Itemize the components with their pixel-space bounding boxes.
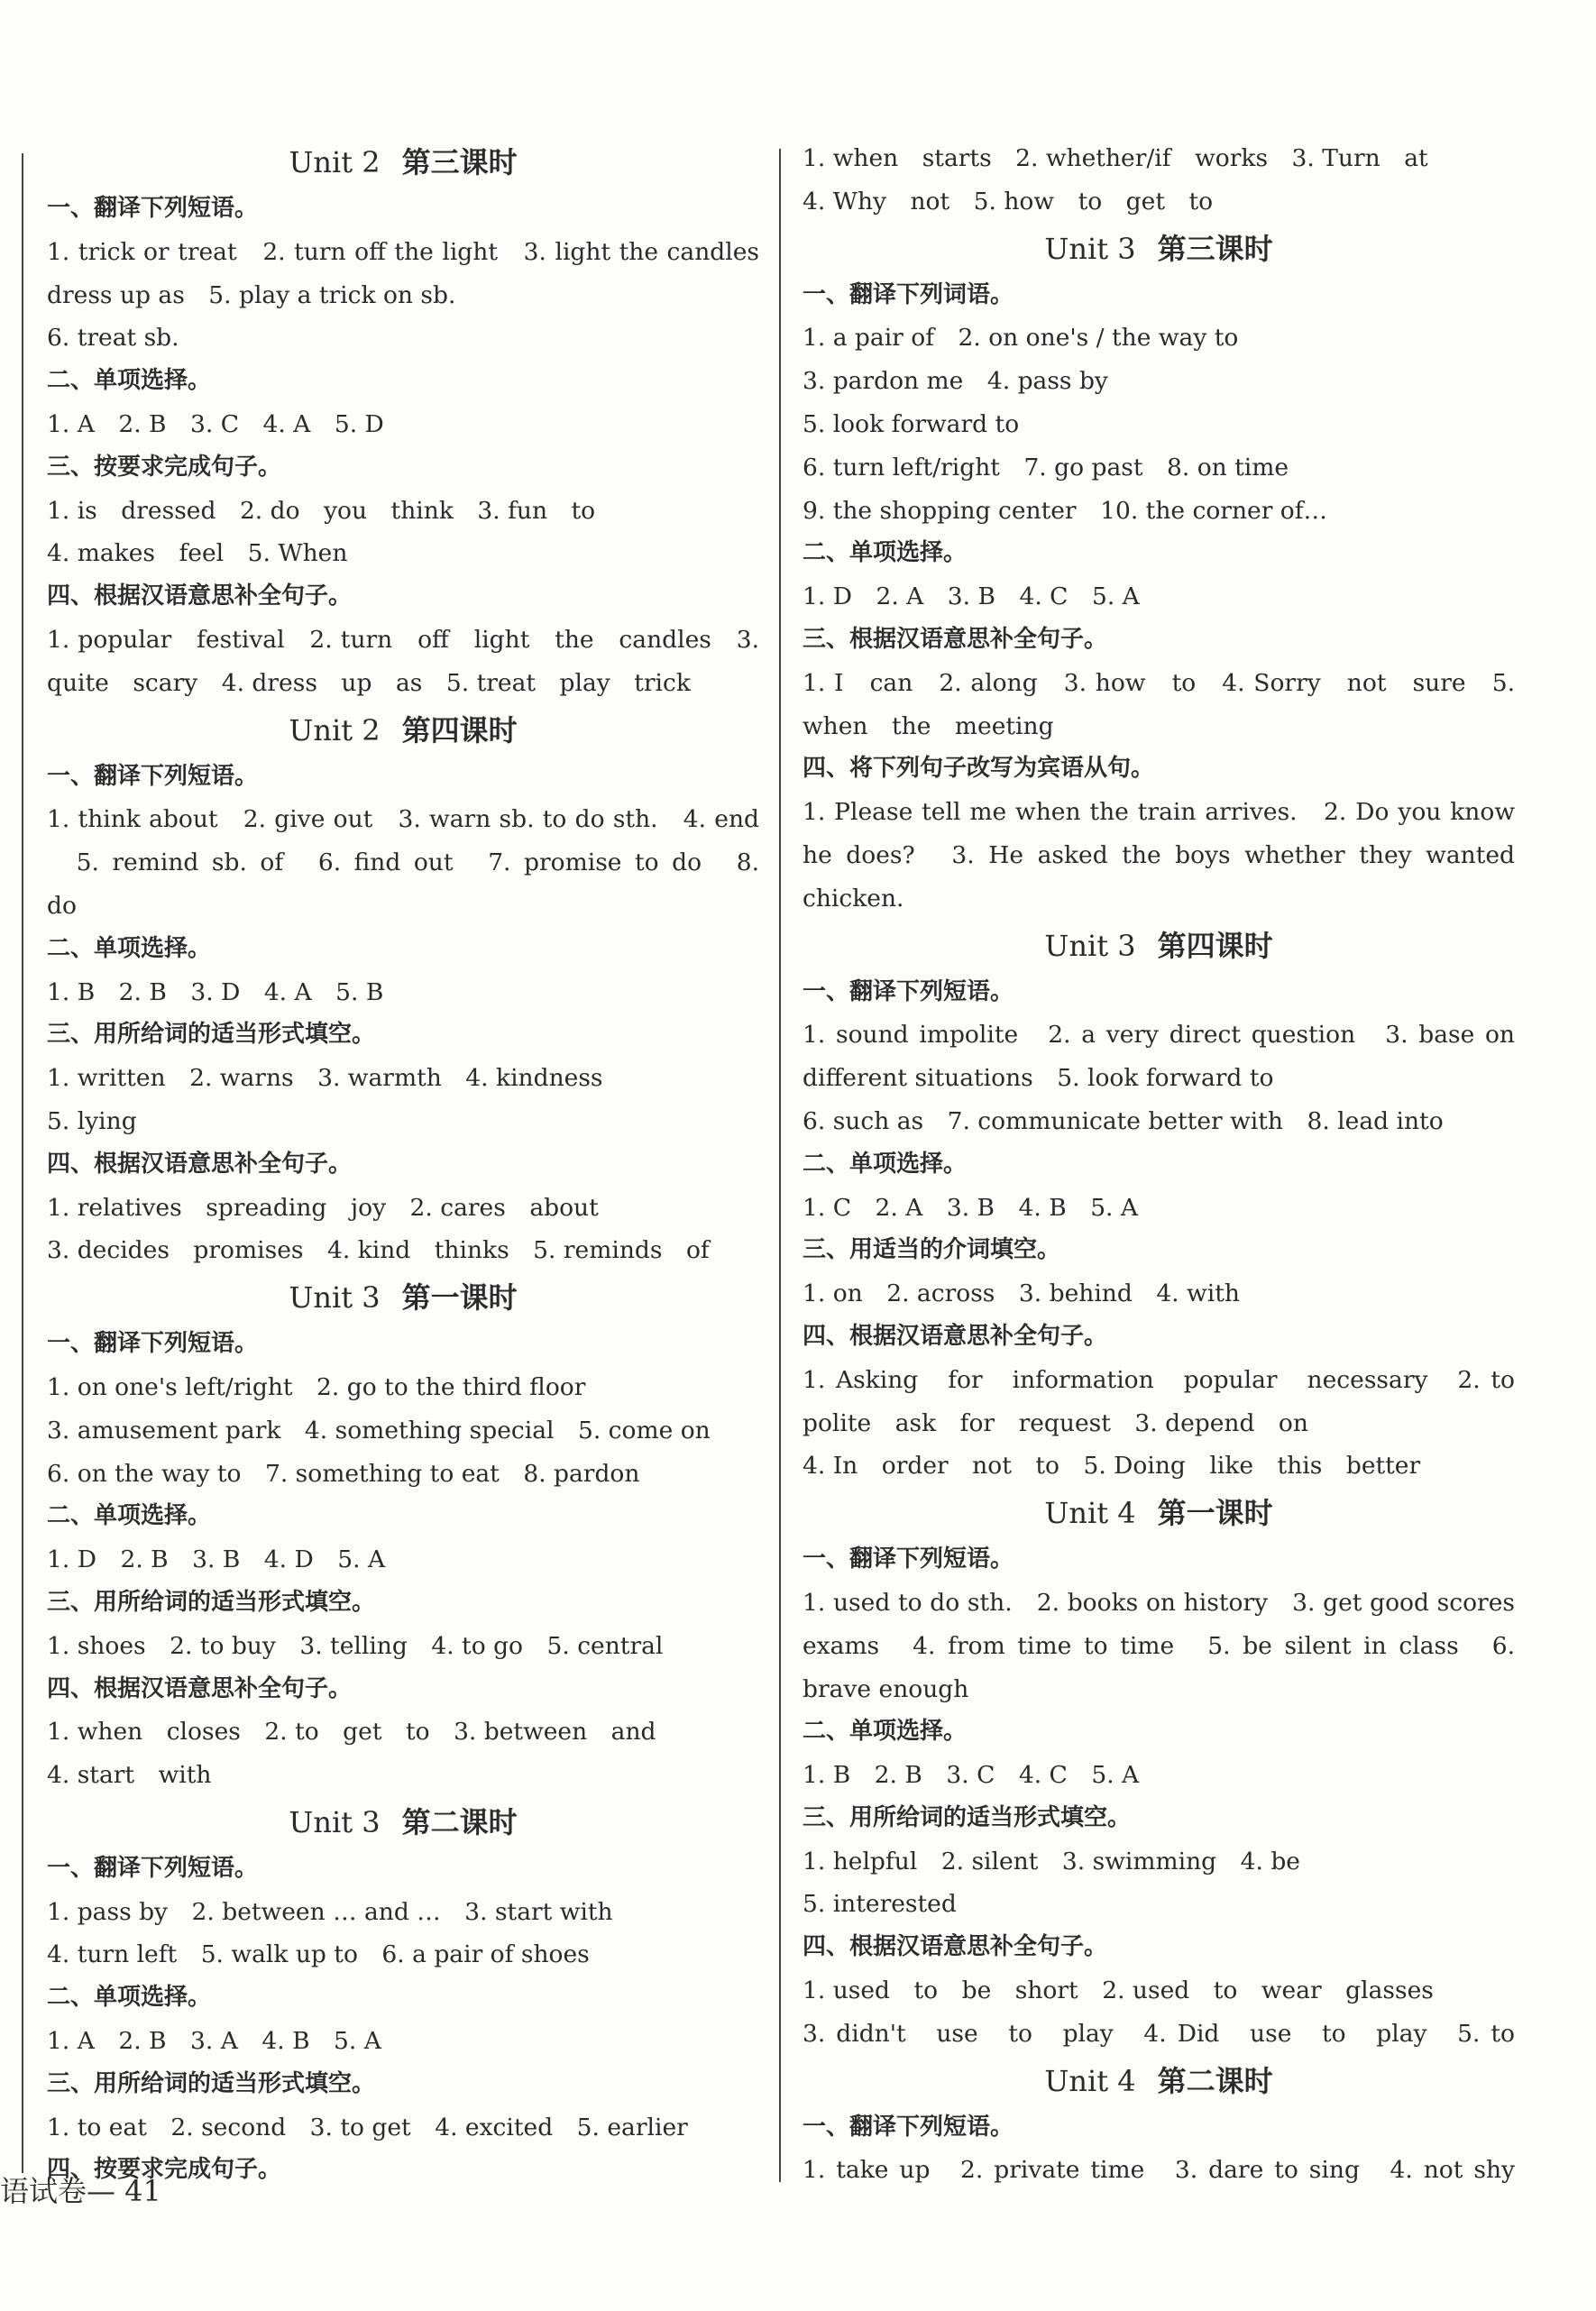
answer-line: polite ask for request 3. depend on	[803, 1408, 1308, 1437]
answer-line: 1. D 2. A 3. B 4. C 5. A	[803, 582, 1140, 611]
lesson-name: 第一课时	[1157, 1496, 1273, 1531]
answer-line: 3. decides promises 4. kind thinks 5. reminds of	[47, 1236, 710, 1265]
answer-line: 3. amusement park 4. something special 5. come on	[47, 1416, 711, 1444]
section-heading: 三、用所给词的适当形式填空。	[803, 1803, 1132, 1831]
section-heading: 四、根据汉语意思补全句子。	[803, 1933, 1108, 1961]
section-heading: 四、根据汉语意思补全句子。	[47, 582, 353, 610]
unit-lesson-heading	[803, 2056, 1515, 2106]
answer-line: 1. trick or treat 2. turn off the light 3. light the candles	[47, 237, 759, 266]
answer-line: he does? 3. He asked the boys whether they wanted	[803, 840, 1515, 869]
section-heading: 三、用所给词的适当形式填空。	[47, 1588, 376, 1616]
answer-line: 1. C 2. A 3. B 4. B 5. A	[803, 1193, 1139, 1222]
answer-line: 1. on one's left/right 2. go to the third floor	[47, 1372, 586, 1401]
unit-name: Unit 3	[1044, 231, 1136, 266]
answer-line: dress up as 5. play a trick on sb.	[47, 280, 456, 309]
answer-line: 6. such as 7. communicate better with 8. lead into	[803, 1106, 1444, 1135]
answer-line: 1. when closes 2. to get to 3. between and	[47, 1718, 656, 1747]
answer-line: 4. Why not 5. how to get to	[803, 187, 1214, 216]
answer-line: 1. to eat 2. second 3. to get 4. excited 5. earlier	[47, 2113, 688, 2141]
section-heading: 一、翻译下列短语。	[803, 1545, 1014, 1573]
section-heading: 四、根据汉语意思补全句子。	[47, 1150, 353, 1178]
answer-line: 4. turn left 5. walk up to 6. a pair of shoes	[47, 1940, 590, 1969]
unit-lesson-heading	[47, 137, 759, 188]
answer-line: brave enough	[803, 1674, 969, 1703]
section-heading: 一、翻译下列短语。	[803, 2113, 1014, 2141]
unit-lesson-heading	[803, 921, 1515, 971]
answer-line: 1. Asking for information popular necessary 2. to	[803, 1365, 1515, 1394]
section-heading: 三、按要求完成句子。	[47, 453, 282, 481]
answer-line: 6. treat sb.	[47, 324, 179, 353]
right-column	[803, 137, 1515, 2192]
lesson-name: 第一课时	[401, 1280, 518, 1316]
section-heading: 四、根据汉语意思补全句子。	[47, 1674, 353, 1702]
unit-lesson-heading	[47, 1797, 759, 1848]
section-heading: 三、用适当的介词填空。	[803, 1236, 1061, 1264]
answer-line: 3. didn't use to play 4. Did use to play 5. to	[803, 2019, 1515, 2048]
section-heading: 三、用所给词的适当形式填空。	[47, 1021, 376, 1049]
answer-line: 5. interested	[803, 1890, 957, 1919]
section-heading: 二、单项选择。	[803, 1718, 968, 1746]
answer-line: 4. makes feel 5. When	[47, 539, 348, 568]
answer-line: do	[47, 891, 77, 920]
answer-line: 1. sound impolite 2. a very direct question 3. base on	[803, 1021, 1515, 1050]
section-heading: 三、根据汉语意思补全句子。	[803, 625, 1108, 653]
column-divider	[779, 149, 781, 2182]
answer-line: 1. shoes 2. to buy 3. telling 4. to go 5. central	[47, 1631, 664, 1660]
answer-line: 1. a pair of 2. on one's / the way to	[803, 324, 1239, 353]
answer-line: different situations 5. look forward to	[803, 1064, 1274, 1093]
answer-line: 1. on 2. across 3. behind 4. with	[803, 1279, 1240, 1308]
section-heading: 一、翻译下列短语。	[47, 1854, 259, 1882]
answer-line: 5. lying	[47, 1106, 137, 1135]
section-heading: 一、翻译下列短语。	[803, 977, 1014, 1005]
unit-name: Unit 3	[289, 1804, 381, 1839]
section-heading: 一、翻译下列短语。	[47, 762, 259, 790]
answer-line: 4. In order not to 5. Doing like this better	[803, 1452, 1421, 1481]
section-heading: 一、翻译下列短语。	[47, 1330, 259, 1358]
unit-name: Unit 3	[1044, 928, 1136, 963]
section-heading: 二、单项选择。	[803, 1150, 968, 1178]
section-heading: 二、单项选择。	[47, 1984, 212, 2012]
answer-line: 1. B 2. B 3. D 4. A 5. B	[47, 977, 384, 1006]
answer-line: 1. A 2. B 3. A 4. B 5. A	[47, 2027, 381, 2056]
unit-lesson-heading	[47, 705, 759, 756]
section-heading: 二、单项选择。	[47, 934, 212, 962]
lesson-name: 第三课时	[401, 145, 518, 179]
section-heading: 二、单项选择。	[803, 539, 968, 567]
answer-line: 3. pardon me 4. pass by	[803, 367, 1108, 396]
answer-line: 1. D 2. B 3. B 4. D 5. A	[47, 1545, 386, 1574]
section-heading: 三、用所给词的适当形式填空。	[47, 2069, 376, 2097]
answer-line: 1. B 2. B 3. C 4. C 5. A	[803, 1761, 1140, 1790]
answer-line: when the meeting	[803, 711, 1054, 740]
answer-line: 6. turn left/right 7. go past 8. on time	[803, 453, 1289, 481]
section-heading: 一、翻译下列短语。	[47, 195, 259, 222]
section-heading: 四、根据汉语意思补全句子。	[803, 1322, 1108, 1350]
answer-line: 6. on the way to 7. something to eat 8. pardon	[47, 1459, 640, 1488]
lesson-name: 第三课时	[1157, 231, 1273, 266]
answer-line: 1. think about 2. give out 3. warn sb. to do sth. 4. end	[47, 805, 759, 834]
answer-line: 1. written 2. warns 3. warmth 4. kindness	[47, 1064, 603, 1093]
page-footer: 语试卷— 41	[0, 2174, 161, 2208]
answer-line: 1. helpful 2. silent 3. swimming 4. be	[803, 1847, 1300, 1875]
section-heading: 一、翻译下列词语。	[803, 280, 1014, 308]
unit-lesson-heading	[47, 1272, 759, 1323]
unit-name: Unit 3	[289, 1280, 381, 1316]
unit-name: Unit 2	[289, 145, 381, 179]
answer-line: 1. is dressed 2. do you think 3. fun to	[47, 496, 596, 525]
lesson-name: 第四课时	[401, 712, 518, 747]
answer-line: exams 4. from time to time 5. be silent in class 6.	[803, 1631, 1515, 1660]
section-heading: 四、按要求完成句子。	[47, 2156, 282, 2184]
unit-name: Unit 4	[1044, 1496, 1136, 1531]
lesson-name: 第二课时	[401, 1804, 518, 1839]
left-margin-rule	[22, 153, 23, 2173]
answer-line: 1. popular festival 2. turn off light the candles 3.	[47, 625, 759, 654]
answer-line: 1. when starts 2. whether/if works 3. Turn at	[803, 144, 1428, 172]
answer-line: 5. look forward to	[803, 409, 1020, 438]
answer-line: 9. the shopping center 10. the corner of…	[803, 496, 1328, 525]
unit-name: Unit 4	[1044, 2063, 1136, 2098]
answer-line: 1. relatives spreading joy 2. cares about	[47, 1193, 599, 1222]
lesson-name: 第四课时	[1157, 928, 1273, 963]
answer-line: chicken.	[803, 884, 904, 912]
answer-line: 1. take up 2. private time 3. dare to sing 4. not shy	[803, 2156, 1515, 2185]
unit-name: Unit 2	[289, 712, 381, 747]
answer-line: 1. Please tell me when the train arrives. 2. Do you know	[803, 798, 1515, 827]
answer-line: 1. I can 2. along 3. how to 4. Sorry not sure 5.	[803, 668, 1515, 697]
section-heading: 二、单项选择。	[47, 1502, 212, 1530]
answer-line: 1. pass by 2. between … and … 3. start with	[47, 1897, 613, 1926]
section-heading: 四、将下列句子改写为宾语从句。	[803, 755, 1155, 783]
answer-line: 1. A 2. B 3. C 4. A 5. D	[47, 409, 384, 438]
section-heading: 二、单项选择。	[47, 367, 212, 395]
lesson-name: 第二课时	[1157, 2063, 1273, 2098]
answer-line: 4. start with	[47, 1761, 212, 1790]
unit-lesson-heading	[803, 1488, 1515, 1538]
answer-line: 5. remind sb. of 6. find out 7. promise to do 8.	[76, 848, 759, 877]
unit-lesson-heading	[803, 224, 1515, 274]
answer-line: 1. used to do sth. 2. books on history 3. get good scores	[803, 1588, 1515, 1617]
answer-line: quite scary 4. dress up as 5. treat play trick	[47, 668, 691, 697]
left-column	[47, 137, 759, 2192]
answer-line: 1. used to be short 2. used to wear glasses	[803, 1976, 1434, 2005]
